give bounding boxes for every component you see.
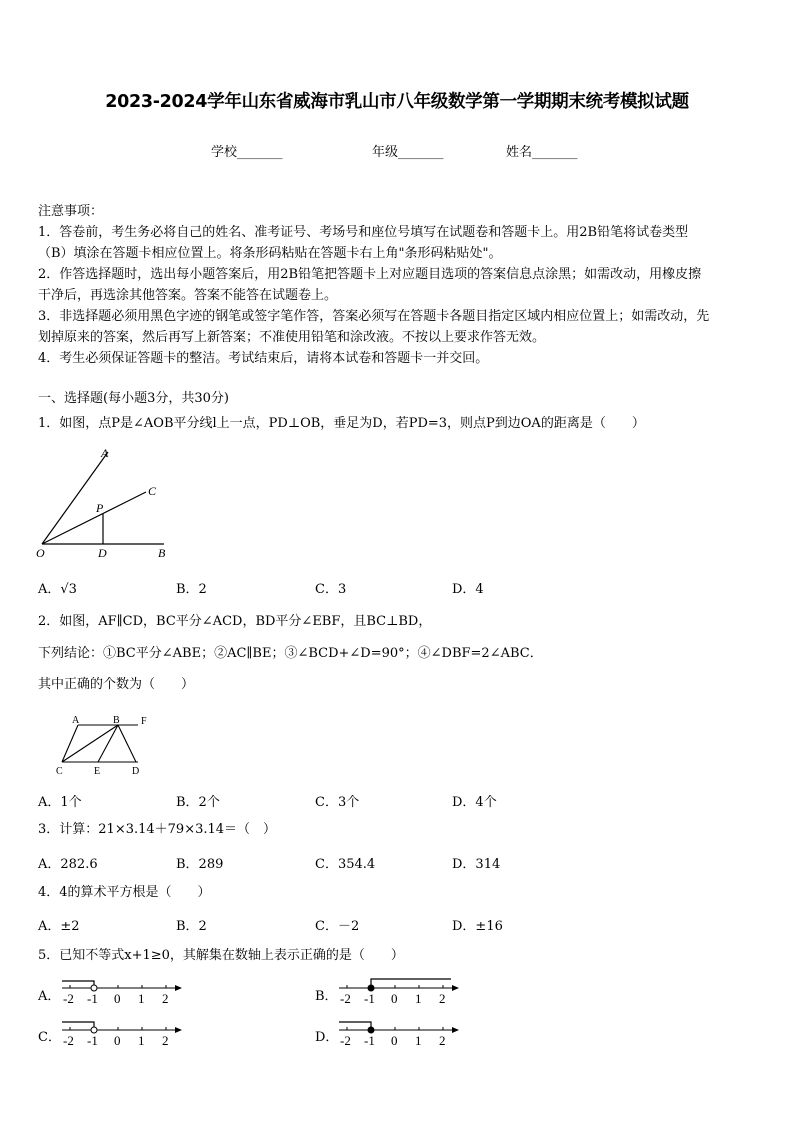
q4-option-c[interactable]: C．－2 bbox=[315, 919, 360, 934]
q2-option-d[interactable]: D．4个 bbox=[452, 795, 497, 810]
grade-field: 年级_______ bbox=[372, 145, 444, 160]
tick-label: 1 bbox=[415, 1033, 422, 1048]
tick-label: -2 bbox=[63, 1033, 74, 1048]
tick-label: -2 bbox=[63, 991, 74, 1006]
tick-label: 0 bbox=[114, 991, 121, 1006]
q3-option-b[interactable]: B．289 bbox=[176, 857, 224, 872]
q2-option-c[interactable]: C．3个 bbox=[315, 795, 360, 810]
name-field: 姓名_______ bbox=[506, 145, 578, 160]
label-F: F bbox=[141, 716, 147, 727]
q1-figure bbox=[30, 440, 180, 560]
note-line: 干净后，再选涂其他答案。答案不能答在试题卷上。 bbox=[38, 288, 338, 303]
q1-option-a[interactable]: A．√3 bbox=[38, 582, 77, 597]
question-3-stem: 3．计算：21×3.14＋79×3.14＝（ ） bbox=[38, 822, 277, 837]
label-B: B bbox=[158, 546, 166, 560]
question-5-stem: 5．已知不等式x+1≥0，其解集在数轴上表示正确的是（ ） bbox=[38, 948, 404, 963]
label-O: O bbox=[36, 546, 45, 560]
label-D: D bbox=[132, 766, 140, 777]
tick-label: 2 bbox=[162, 991, 169, 1006]
label-D: D bbox=[98, 546, 107, 560]
tick-label: 2 bbox=[162, 1033, 169, 1048]
q4-option-d[interactable]: D．±16 bbox=[452, 919, 503, 934]
q5-numberline-c bbox=[58, 1018, 188, 1048]
label-E: E bbox=[94, 766, 101, 777]
label-A: A bbox=[101, 446, 109, 460]
question-2-line2: 下列结论：①BC平分∠ABE；②AC∥BE；③∠BCD+∠D=90°；④∠DBF=2∠ABC． bbox=[38, 646, 543, 661]
q5-numberline-d bbox=[335, 1018, 465, 1048]
q5-option-d-letter[interactable]: D． bbox=[315, 1030, 339, 1045]
q5-option-c-letter[interactable]: C． bbox=[38, 1030, 61, 1045]
q1-option-d[interactable]: D．4 bbox=[452, 582, 484, 597]
tick-label: 1 bbox=[415, 991, 422, 1006]
note-line: 3．非选择题必须用黑色字迹的钢笔或签字笔作答，答案必须写在答题卡各题目指定区域内相应位置上；如需改动，先 bbox=[38, 309, 710, 324]
note-line: （B）填涂在答题卡相应位置上。将条形码粘贴在答题卡右上角"条形码粘贴处"。 bbox=[38, 246, 502, 261]
tick-label: -1 bbox=[364, 1033, 375, 1048]
q5-numberline-b bbox=[335, 976, 465, 1006]
tick-label: 2 bbox=[439, 1033, 446, 1048]
tick-label: 2 bbox=[439, 991, 446, 1006]
question-1-stem: 1．如图，点P是∠AOB平分线l上一点，PD⊥OB，垂足为D，若PD=3，则点P到边OA的距离是（ ） bbox=[38, 416, 645, 431]
q2-option-a[interactable]: A．1个 bbox=[38, 795, 82, 810]
tick-label: -1 bbox=[87, 1033, 98, 1048]
q3-option-c[interactable]: C．354.4 bbox=[315, 857, 376, 872]
q5-option-a-letter[interactable]: A． bbox=[38, 989, 61, 1004]
q2-option-b[interactable]: B．2个 bbox=[176, 795, 220, 810]
tick-label: -1 bbox=[364, 991, 375, 1006]
q3-option-d[interactable]: D．314 bbox=[452, 857, 501, 872]
notes-heading: 注意事项： bbox=[38, 204, 104, 219]
label-C: C bbox=[148, 484, 157, 498]
note-line: 划掉原来的答案，然后再写上新答案；不准使用铅笔和涂改液。不按以上要求作答无效。 bbox=[38, 330, 546, 345]
q5-numberline-a bbox=[58, 976, 188, 1006]
q1-option-c[interactable]: C．3 bbox=[315, 582, 347, 597]
label-C: C bbox=[56, 766, 63, 777]
label-P: P bbox=[96, 501, 104, 515]
tick-label: -2 bbox=[340, 1033, 351, 1048]
page-title: 2023-2024学年山东省威海市乳山市八年级数学第一学期期末统考模拟试题 bbox=[105, 92, 689, 112]
q1-option-b[interactable]: B．2 bbox=[176, 582, 207, 597]
tick-label: 0 bbox=[114, 1033, 121, 1048]
question-4-stem: 4．4的算术平方根是（ ） bbox=[38, 885, 211, 900]
q3-option-a[interactable]: A．282.6 bbox=[38, 857, 98, 872]
label-A: A bbox=[72, 715, 80, 726]
note-line: 1．答卷前，考生务必将自己的姓名、准考证号、考场号和座位号填写在试题卷和答题卡上。用2B铅笔将试卷类型 bbox=[38, 225, 689, 240]
question-2-stem: 2．如图，AF∥CD，BC平分∠ACD，BD平分∠EBF，且BC⊥BD， bbox=[38, 614, 432, 629]
q5-option-b-letter[interactable]: B． bbox=[315, 989, 338, 1004]
tick-label: 0 bbox=[391, 1033, 398, 1048]
label-B: B bbox=[113, 715, 120, 726]
tick-label: 1 bbox=[138, 991, 145, 1006]
q4-option-b[interactable]: B．2 bbox=[176, 919, 207, 934]
tick-label: 1 bbox=[138, 1033, 145, 1048]
note-line: 2．作答选择题时，选出每小题答案后，用2B铅笔把答题卡上对应题目选项的答案信息点涂黑；如需改动，用橡皮擦 bbox=[38, 267, 702, 282]
tick-label: -1 bbox=[87, 991, 98, 1006]
section-heading: 一、选择题(每小题3分，共30分) bbox=[38, 391, 229, 406]
tick-label: 0 bbox=[391, 991, 398, 1006]
q4-option-a[interactable]: A．±2 bbox=[38, 919, 80, 934]
school-field: 学校_______ bbox=[211, 145, 283, 160]
note-line: 4．考生必须保证答题卡的整洁。考试结束后，请将本试卷和答题卡一并交回。 bbox=[38, 351, 489, 366]
tick-label: -2 bbox=[340, 991, 351, 1006]
question-2-line3: 其中正确的个数为（ ） bbox=[38, 677, 195, 692]
q2-figure bbox=[50, 712, 160, 778]
